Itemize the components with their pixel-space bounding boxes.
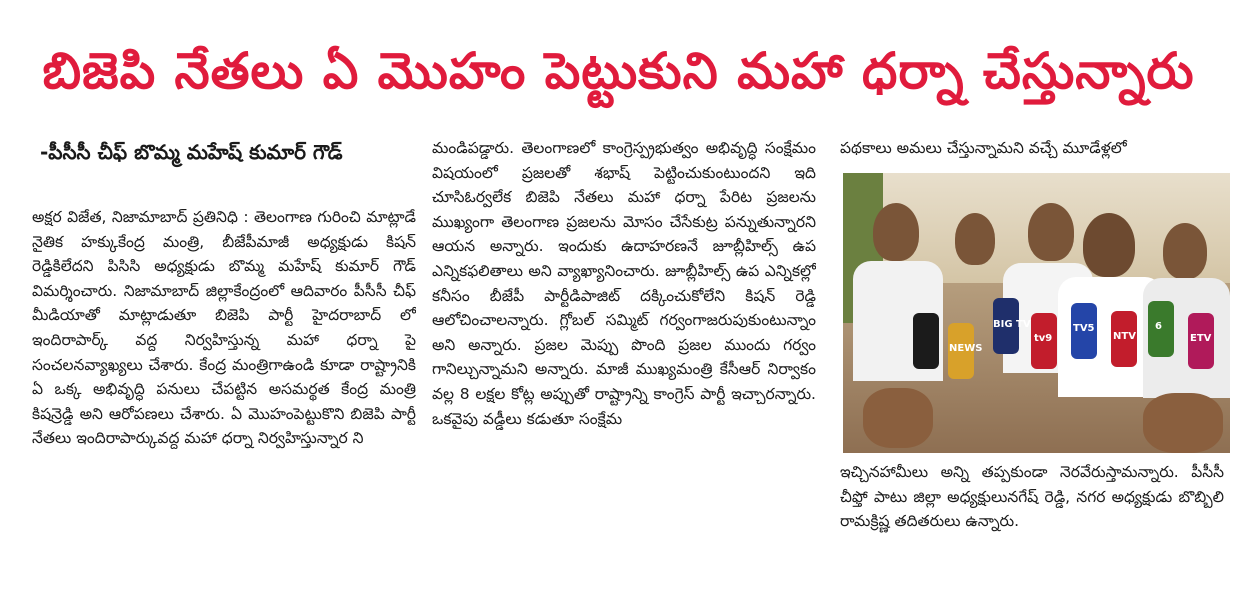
photo-person-speaker: [1083, 213, 1135, 277]
photo-microphone: [913, 313, 939, 369]
photo-person: [955, 213, 995, 265]
photo-person: [873, 203, 919, 261]
mic-label: NTV: [1113, 331, 1136, 342]
article-column-3-bottom: [840, 460, 1224, 585]
photo-hand: [1143, 393, 1223, 453]
column-3-bottom-text: ఇచ్చినహామీలు అన్ని తప్పకుండా నెరవేరుస్తామన్నారు. పీసీసీ చీఫ్తో పాటు జిల్లా అధ్యక్షులునగేష్ రెడ్డి, నగర అధ్యక్షుడు బొబ్బిలి రామక్రిష్ణ తదితరులు ఉన్నారు.: [840, 463, 1224, 531]
article-column-2: [432, 136, 816, 586]
mic-label: 6: [1155, 321, 1162, 332]
mic-label: tv9: [1034, 333, 1053, 344]
column-1-text: అక్షర విజేత, నిజామాబాద్ ప్రతినిధి : తెలంగాణ గురించి మాట్లాడే నైతిక హక్కుకేంద్ర మంత్రి, బీజేపీమాజీ అధ్యక్షుడు కిషన్ రెడ్డికిలేదని పిసిసి అధ్యక్షుడు బొమ్మ మహేష్ కుమార్ గౌడ్ విమర్శించారు. నిజామాబాద్ జిల్లాకేంద్రంలో ఆదివారం పీసీసీ చీఫ్ మీడియాతో మాట్లాడుతూ బిజెపి పార్టీ హైదరాబాద్ లో ఇందిరాపార్క్ వద్ద నిర్వహిస్తున్న మహా ధర్నా పై సంచలనవ్యాఖ్యలు చేశారు. కేంద్ర మంత్రిగాఉండి కూడా రాష్ట్రానికి ఏ ఒక్క అభివృద్ధి పనులు చేపట్టిన అసమర్థత కేంద్ర మంత్రి కిషన్రెడ్డి అని ఆరోపణలు చేశారు. ఏ మొహంపెట్టుకొని బిజెపి పార్టీ నేతలు ఇందిరాపార్కువద్ద మహా ధర్నా నిర్వహిస్తున్నార ని: [32, 208, 416, 448]
column-3-top-text: పథకాలు అమలు చేస్తున్నామని వచ్చే మూడేళ్లలో: [840, 139, 1127, 157]
byline: -పీసీసీ చీఫ్ బొమ్మ మహేష్ కుమార్ గౌడ్: [40, 140, 343, 164]
headline: బిజెపి నేతలు ఏ మొహం పెట్టుకుని మహా ధర్నా చేస్తున్నారు: [42, 42, 1195, 100]
mic-label: ETV: [1190, 333, 1212, 344]
column-2-text: మండిపడ్డారు. తెలంగాణలో కాంగ్రెస్ప్రభుత్వం అభివృద్ధి సంక్షేమం విషయంలో ప్రజలతో శభాష్ పెట్టించుకుంటుందని ఇది చూసిఓర్వలేక బిజెపి నేతలు మహా ధర్నా పేరిట ప్రజలను ముఖ్యంగా తెలంగాణ ప్రజలను మోసం చేసేకుట్ర పన్నుతున్నారని ఆయన అన్నారు. ఇందుకు ఉదాహరణనే జూబ్లీహిల్స్ ఉప ఎన్నికఫలితాలు అని వ్యాఖ్యానించారు. జూబ్లీహిల్స్ ఉప ఎన్నికల్లో కనీసం బీజేపీ పార్టీడిపాజిట్ దక్కించుకోలేని కిషన్ రెడ్డి ఆలోచించాలన్నారు. గ్లోబల్ సమ్మిట్ గర్వంగాజరుపుకుంటున్నాం అని అన్నారు. ప్రజల మెప్పు పొంది ప్రజల ముందు గర్వం గానిల్చున్నామని అన్నారు. మాజీ ముఖ్యమంత్రి కేసీఆర్ నిర్వాకం వల్ల 8 లక్షల కోట్ల అప్పుతో రాష్ట్రాన్ని కాంగ్రెస్ పార్టీ ఇచ్చారన్నారు. ఒకవైపు వడ్డీలు కడుతూ సంక్షేమ: [432, 139, 816, 428]
article-column-3-top: [840, 136, 1224, 164]
mic-label: TV5: [1073, 323, 1095, 334]
previous-article-cut-text: [0, 0, 1237, 8]
photo-person: [1163, 223, 1207, 279]
article-column-1: [32, 205, 416, 585]
news-photo: [843, 173, 1230, 453]
photo-hand: [863, 388, 933, 448]
mic-label: NEWS: [949, 343, 983, 354]
mic-label: BIG TV: [993, 319, 1031, 330]
photo-person: [1028, 203, 1074, 261]
